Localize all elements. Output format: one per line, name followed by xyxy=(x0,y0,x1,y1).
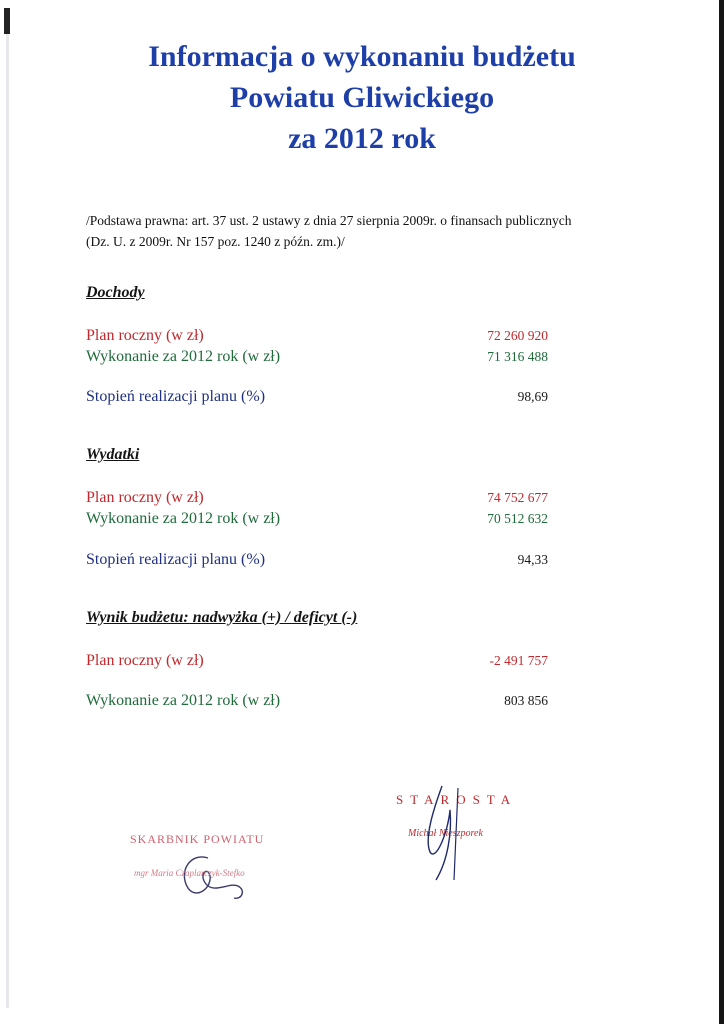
legal-basis-line-1: /Podstawa prawna: art. 37 ust. 2 ustawy z dnia 27 sierpnia 2009r. o finansach publicznych xyxy=(86,213,572,228)
income-ratio-label: Stopień realizacji planu (%) xyxy=(86,388,266,405)
title-line-3: za 2012 rok xyxy=(288,122,436,155)
income-exec-value: 71 316 488 xyxy=(487,349,548,364)
result-plan-value: -2 491 757 xyxy=(489,653,548,668)
starost-stamp-name: Michał Nieszporek xyxy=(408,828,483,839)
expenses-exec-row xyxy=(86,508,548,530)
legal-basis-line-2: (Dz. U. z 2009r. Nr 157 poz. 1240 z późn. zm.)/ xyxy=(86,234,345,249)
treasurer-stamp xyxy=(130,832,330,912)
starost-signature-icon xyxy=(390,780,570,890)
title-line-1: Informacja o wykonaniu budżetu xyxy=(148,40,576,73)
treasurer-stamp-title: SKARBNIK POWIATU xyxy=(130,832,265,846)
result-plan-row xyxy=(86,650,548,672)
income-ratio-value: 98,69 xyxy=(517,389,548,404)
scan-edge-mark xyxy=(4,8,10,34)
expenses-plan-row xyxy=(86,487,548,509)
title-line-2: Powiatu Gliwickiego xyxy=(229,81,495,114)
income-plan-row xyxy=(86,325,548,347)
expenses-exec-value: 70 512 632 xyxy=(487,511,548,526)
document-title xyxy=(0,36,724,159)
income-plan-value: 72 260 920 xyxy=(487,328,548,343)
expenses-ratio-label: Stopień realizacji planu (%) xyxy=(86,551,266,568)
expenses-ratio-value: 94,33 xyxy=(517,552,548,567)
result-plan-label: Plan roczny (w zł) xyxy=(86,652,204,669)
legal-basis xyxy=(86,210,646,252)
expenses-ratio-row xyxy=(86,549,548,571)
expenses-exec-label: Wykonanie za 2012 rok (w zł) xyxy=(86,510,281,527)
result-exec-label: Wykonanie za 2012 rok (w zł) xyxy=(86,692,281,709)
income-heading: Dochody xyxy=(86,284,145,301)
expenses-heading: Wydatki xyxy=(86,446,140,463)
treasurer-stamp-name: mgr Maria Czaplarczyk-Stefko xyxy=(134,868,245,878)
expenses-plan-label: Plan roczny (w zł) xyxy=(86,489,204,506)
result-exec-value: 803 856 xyxy=(504,693,548,708)
income-exec-row xyxy=(86,346,548,368)
result-heading: Wynik budżetu: nadwyżka (+) / deficyt (-) xyxy=(86,609,358,626)
result-exec-row xyxy=(86,690,548,712)
starost-stamp xyxy=(390,780,570,890)
income-plan-label: Plan roczny (w zł) xyxy=(86,327,204,344)
income-ratio-row xyxy=(86,386,548,408)
expenses-plan-value: 74 752 677 xyxy=(487,490,548,505)
starost-stamp-title: STAROSTA xyxy=(396,792,518,807)
income-exec-label: Wykonanie za 2012 rok (w zł) xyxy=(86,348,281,365)
